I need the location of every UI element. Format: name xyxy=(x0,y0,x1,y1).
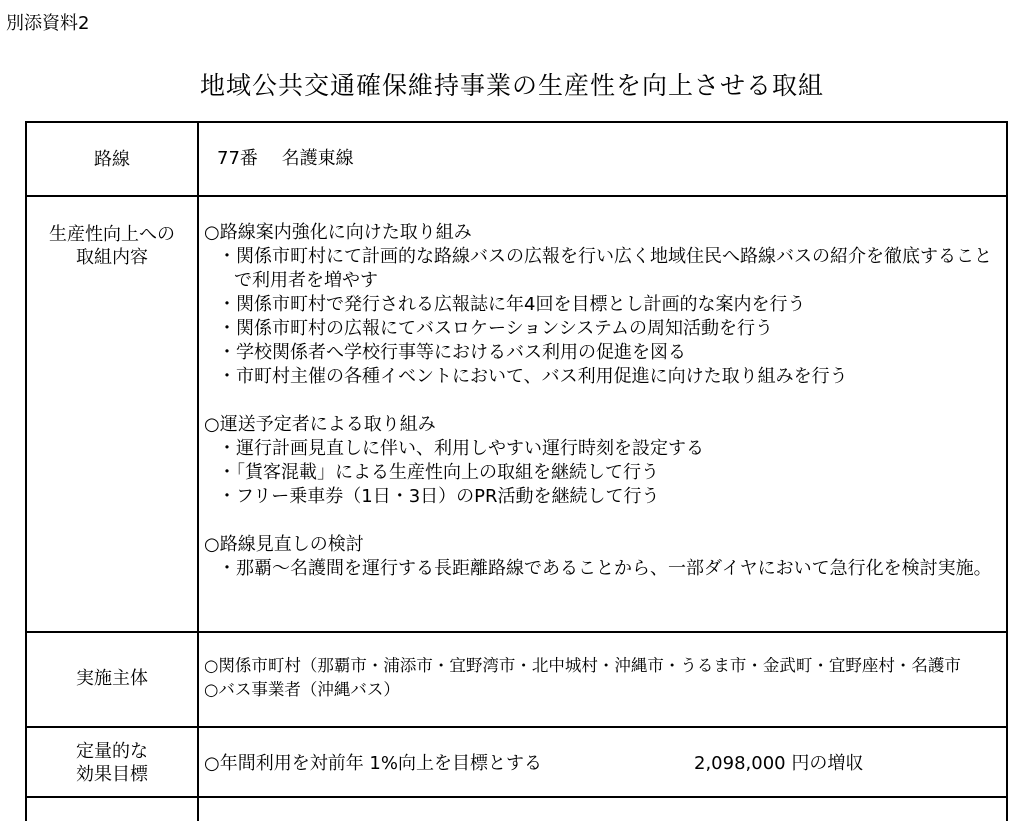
list-item: ・市町村主催の各種イベントにおいて、バス利用促進に向けた取り組みを行う xyxy=(218,366,848,387)
list-item: ・「貨客混載」による生産性向上の取組を継続して行う xyxy=(218,462,659,483)
effort-table xyxy=(25,121,1008,821)
target-label xyxy=(27,740,197,786)
row-divider xyxy=(27,796,1006,798)
route-value: 77番 名護東線 xyxy=(217,148,354,169)
target-text: ○年間利用を対前年 1%向上を目標とする xyxy=(204,753,542,774)
list-item: ・関係市町村の広報にてバスロケーションシステムの周知活動を行う xyxy=(218,318,774,339)
implementer-content xyxy=(204,654,1024,702)
attachment-label: 別添資料2 xyxy=(6,13,90,34)
implementer-line: ○バス事業者（沖縄バス） xyxy=(204,680,400,699)
target-label-line2: 効果目標 xyxy=(76,764,148,785)
list-item: ・学校関係者へ学校行事等におけるバス利用の促進を図る xyxy=(218,342,686,363)
list-item: ・フリー乗車券（1日・3日）のPR活動を継続して行う xyxy=(218,486,660,507)
efforts-label xyxy=(27,223,197,269)
efforts-content xyxy=(204,221,1006,581)
target-label-line1: 定量的な xyxy=(76,741,148,762)
list-item: ・那覇～名護間を運行する長距離路線であることから、一部ダイヤにおいて急行化を検討実施。 xyxy=(218,558,992,579)
list-item: ・運行計画見直しに伴い、利用しやすい運行時刻を設定する xyxy=(218,438,704,459)
row-divider xyxy=(27,631,1006,633)
column-divider xyxy=(197,123,199,821)
list-item: ・関係市町村にて計画的な路線バスの広報を行い広く地域住民へ路線バスの紹介を徹底することで利用者を増やす xyxy=(218,246,992,291)
efforts-label-line2: 取組内容 xyxy=(76,247,148,268)
list-item: ・関係市町村で発行される広報誌に年4回を目標とし計画的な案内を行う xyxy=(218,294,806,315)
efforts-label-line1: 生産性向上への xyxy=(49,224,175,245)
route-label: 路線 xyxy=(94,149,130,170)
row-divider xyxy=(27,726,1006,728)
section-heading: ○路線案内強化に向けた取り組み xyxy=(204,222,472,243)
target-amount: 2,098,000 円の増収 xyxy=(694,753,864,774)
implementer-line: ○関係市町村（那覇市・浦添市・宜野湾市・北中城村・沖縄市・うるま市・金武町・宜野座村・名護市 xyxy=(204,656,961,675)
target-content xyxy=(204,752,1006,776)
implementer-label: 実施主体 xyxy=(76,668,148,689)
section-heading: ○路線見直しの検討 xyxy=(204,534,364,555)
page-title: 地域公共交通確保維持事業の生産性を向上させる取組 xyxy=(199,71,824,100)
section-heading: ○運送予定者による取り組み xyxy=(204,414,436,435)
row-divider xyxy=(27,195,1006,197)
